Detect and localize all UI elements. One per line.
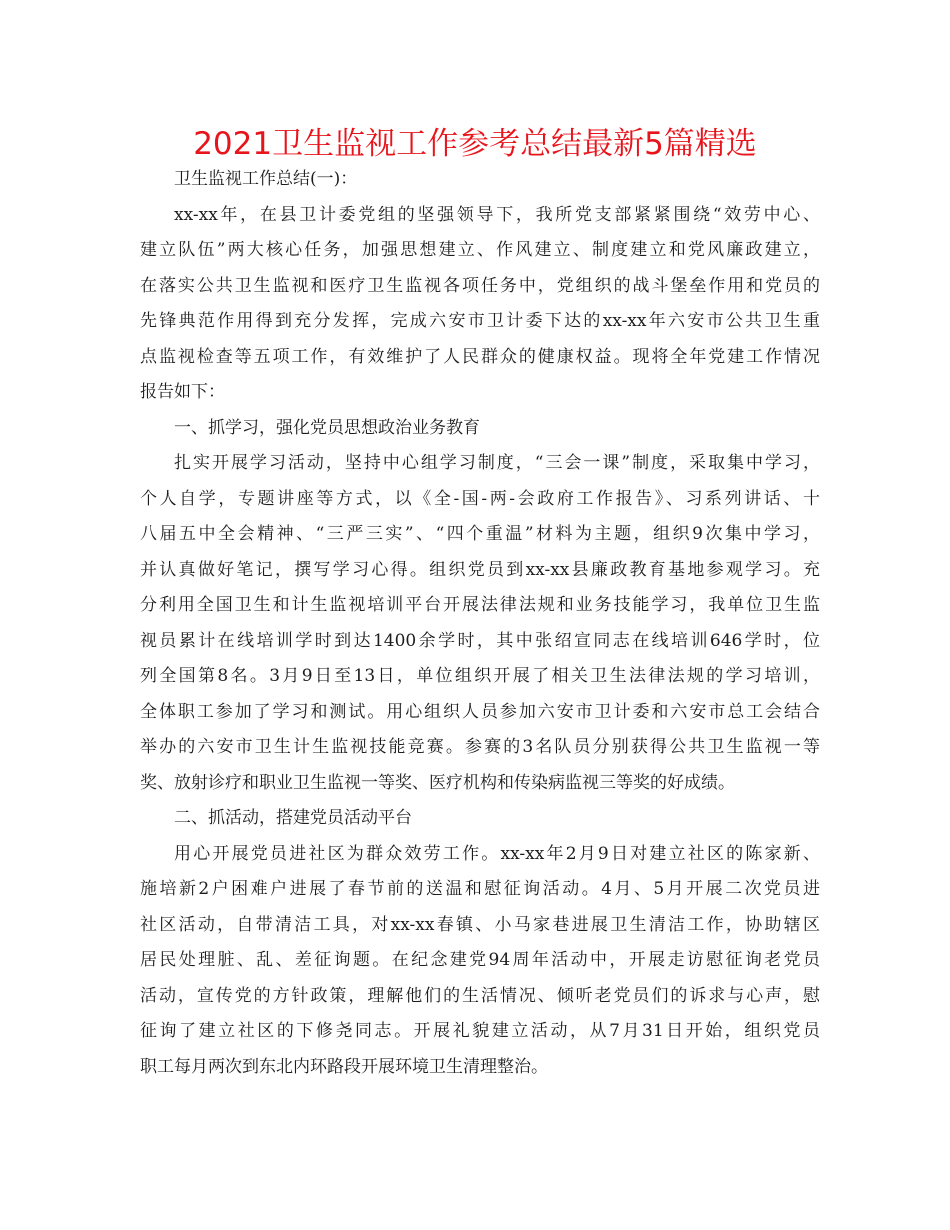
paragraph-line: 居民处理脏、乱、差征询题。在纪念建党94周年活动中，开展走访慰征询老党员	[140, 950, 820, 970]
paragraph-line: 举办的六安市卫生计生监视技能竞赛。参赛的3名队员分别获得公共卫生监视一等	[140, 737, 820, 757]
paragraph-line: 活动，宣传党的方针政策，理解他们的生活情况、倾听老党员们的诉求与心声，慰	[140, 985, 820, 1006]
paragraph-line: 报告如下：	[140, 382, 225, 402]
paragraph-line: 职工每月两次到东北内环路段开展环境卫生清理整治。	[140, 1056, 548, 1077]
paragraph-line: 社区活动，自带清洁工具，对xx-xx春镇、小马家巷进展卫生清洁工作，协助辖区	[140, 914, 820, 935]
paragraph-line: 征询了建立社区的下修尧同志。开展礼貌建立活动，从7月31日开始，组织党员	[140, 1021, 820, 1041]
paragraph-line: 全体职工参加了学习和测试。用心组织人员参加六安市卫计委和六安市总工会结合	[140, 701, 820, 722]
section-heading: 卫生监视工作总结(一)：	[174, 169, 358, 189]
paragraph-line: 施培新2户困难户进展了春节前的送温和慰征询活动。4月、5月开展二次党员进	[140, 879, 820, 899]
paragraph-line: 个人自学，专题讲座等方式，以《全-国-两-会政府工作报告》、习系列讲话、十	[140, 488, 820, 509]
document-body	[140, 162, 820, 1085]
paragraph-line: 用心开展党员进社区为群众效劳工作。xx-xx年2月9日对建立社区的陈家新、	[174, 843, 820, 864]
paragraph-line: 在落实公共卫生监视和医疗卫生监视各项任务中，党组织的战斗堡垒作用和党员的	[140, 275, 820, 296]
paragraph-line: 列全国第8名。3月9日至13日，单位组织开展了相关卫生法律法规的学习培训，	[140, 666, 820, 686]
section-heading: 一、抓学习，强化党员思想政治业务教育	[174, 417, 480, 438]
paragraph-line: 先锋典范作用得到充分发挥，完成六安市卫计委下达的xx-xx年六安市公共卫生重	[140, 311, 820, 331]
document-title: 2021卫生监视工作参考总结最新5篇精选	[193, 126, 757, 162]
paragraph-line: 八届五中全会精神、“三严三实”、“四个重温”材料为主题，组织9次集中学习，	[140, 524, 820, 544]
paragraph-line: 点监视检查等五项工作，有效维护了人民群众的健康权益。现将全年党建工作情况	[140, 346, 820, 367]
paragraph-line: 视员累计在线培训学时到达1400余学时，其中张绍宣同志在线培训646学时，位	[140, 630, 820, 651]
paragraph-line: 扎实开展学习活动，坚持中心组学习制度，“三会一课”制度，采取集中学习，	[174, 453, 820, 473]
paragraph-line: xx-xx年，在县卫计委党组的坚强领导下，我所党支部紧紧围绕“效劳中心、	[174, 204, 820, 225]
section-heading: 二、抓活动，搭建党员活动平台	[174, 808, 412, 828]
paragraph-line: 分利用全国卫生和计生监视培训平台开展法律法规和业务技能学习，我单位卫生监	[140, 595, 820, 615]
paragraph-line: 建立队伍”两大核心任务，加强思想建立、作风建立、制度建立和党风廉政建立，	[140, 240, 820, 260]
paragraph-line: 奖、放射诊疗和职业卫生监视一等奖、医疗机构和传染病监视三等奖的好成绩。	[140, 772, 735, 793]
paragraph-line: 并认真做好笔记，撰写学习心得。组织党员到xx-xx县廉政教育基地参观学习。充	[140, 559, 820, 580]
